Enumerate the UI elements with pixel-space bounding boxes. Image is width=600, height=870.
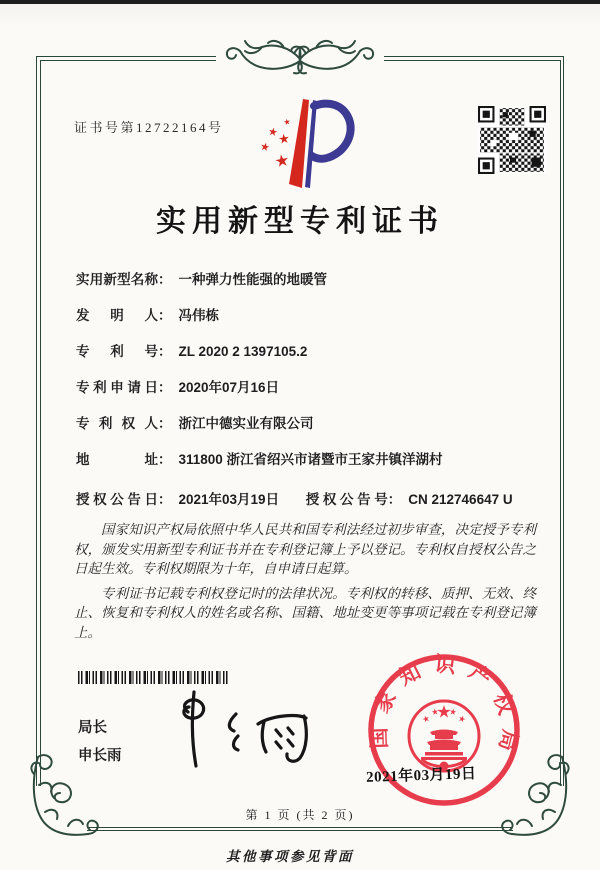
frame-ornament-top-center <box>188 38 412 80</box>
field-label: 专利申请日 <box>76 380 158 395</box>
seal-ring-text: 国家知识产权局 <box>367 652 522 765</box>
page-number: 第 1 页 (共 2 页) <box>245 808 355 822</box>
field-value: ZL 2020 2 1397105.2 <box>178 344 308 359</box>
field-row-filing-date: 专利申请日： 2020年07月16日 <box>76 380 280 395</box>
certificate-title: 实用新型专利证书 <box>156 205 444 238</box>
back-note: 其他事项参见背面 <box>226 849 354 864</box>
seal-date: 2021年03月19日 <box>365 766 477 786</box>
cnipa-logo <box>236 96 360 192</box>
barcode <box>78 671 230 684</box>
grant-row <box>76 488 556 508</box>
national-emblem-icon <box>409 701 479 771</box>
field-value: 311800 浙江省绍兴市诸暨市王家井镇洋湖村 <box>178 452 443 467</box>
logo-stars-icon <box>260 118 290 167</box>
field-label: 专利号 <box>76 344 158 359</box>
field-row-name: 实用新型名称： 一种弹力性能强的地暖管 <box>76 272 327 287</box>
body-paragraph-2: 专利证书记载专利权登记时的法律状况。专利权的转移、质押、无效、终止、恢复和专利权人的姓名或名称、国籍、地址变更等事项记载在专利登记簿上。 <box>74 585 536 640</box>
field-label: 专利权人 <box>76 416 158 431</box>
certificate-fields <box>76 272 546 488</box>
field-label: 发明人 <box>76 308 158 323</box>
director-name: 申长雨 <box>78 748 122 764</box>
grant-number: 授权公告号： CN 212746647 U <box>305 492 513 507</box>
photo-top-edge <box>0 0 600 4</box>
field-value: 冯伟栋 <box>178 308 219 323</box>
director-title: 局长 <box>78 720 107 736</box>
grant-date: 授权公告日： 2021年03月19日 <box>76 492 280 507</box>
legal-text <box>74 520 536 647</box>
logo-red-wedge <box>289 99 309 188</box>
field-row-patent-number: 专利号： ZL 2020 2 1397105.2 <box>76 344 308 359</box>
field-label: 地址 <box>76 452 158 467</box>
field-label: 实用新型名称 <box>76 272 158 287</box>
field-value: 一种弹力性能强的地暖管 <box>178 272 327 287</box>
official-seal <box>360 646 528 814</box>
field-row-inventor: 发明人： 冯伟栋 <box>76 308 219 323</box>
certificate-number: 证书号第12722164号 <box>74 120 224 135</box>
body-paragraph-1: 国家知识产权局依照中华人民共和国专利法经过初步审查，决定授予专利权，颁发实用新型专利证书并在专利登记簿上予以登记。专利权自授权公告之日起生效。专利权期限为十年，自申请日起算。 <box>74 522 536 576</box>
field-value: 浙江中德实业有限公司 <box>178 416 314 431</box>
qr-code <box>478 106 546 174</box>
director-signature <box>158 686 318 774</box>
logo-p-shape <box>305 100 351 188</box>
field-value: 2020年07月16日 <box>178 380 280 395</box>
field-row-address: 地址： 311800 浙江省绍兴市诸暨市王家井镇洋湖村 <box>76 452 443 467</box>
field-row-patentee: 专利权人： 浙江中德实业有限公司 <box>76 416 314 431</box>
